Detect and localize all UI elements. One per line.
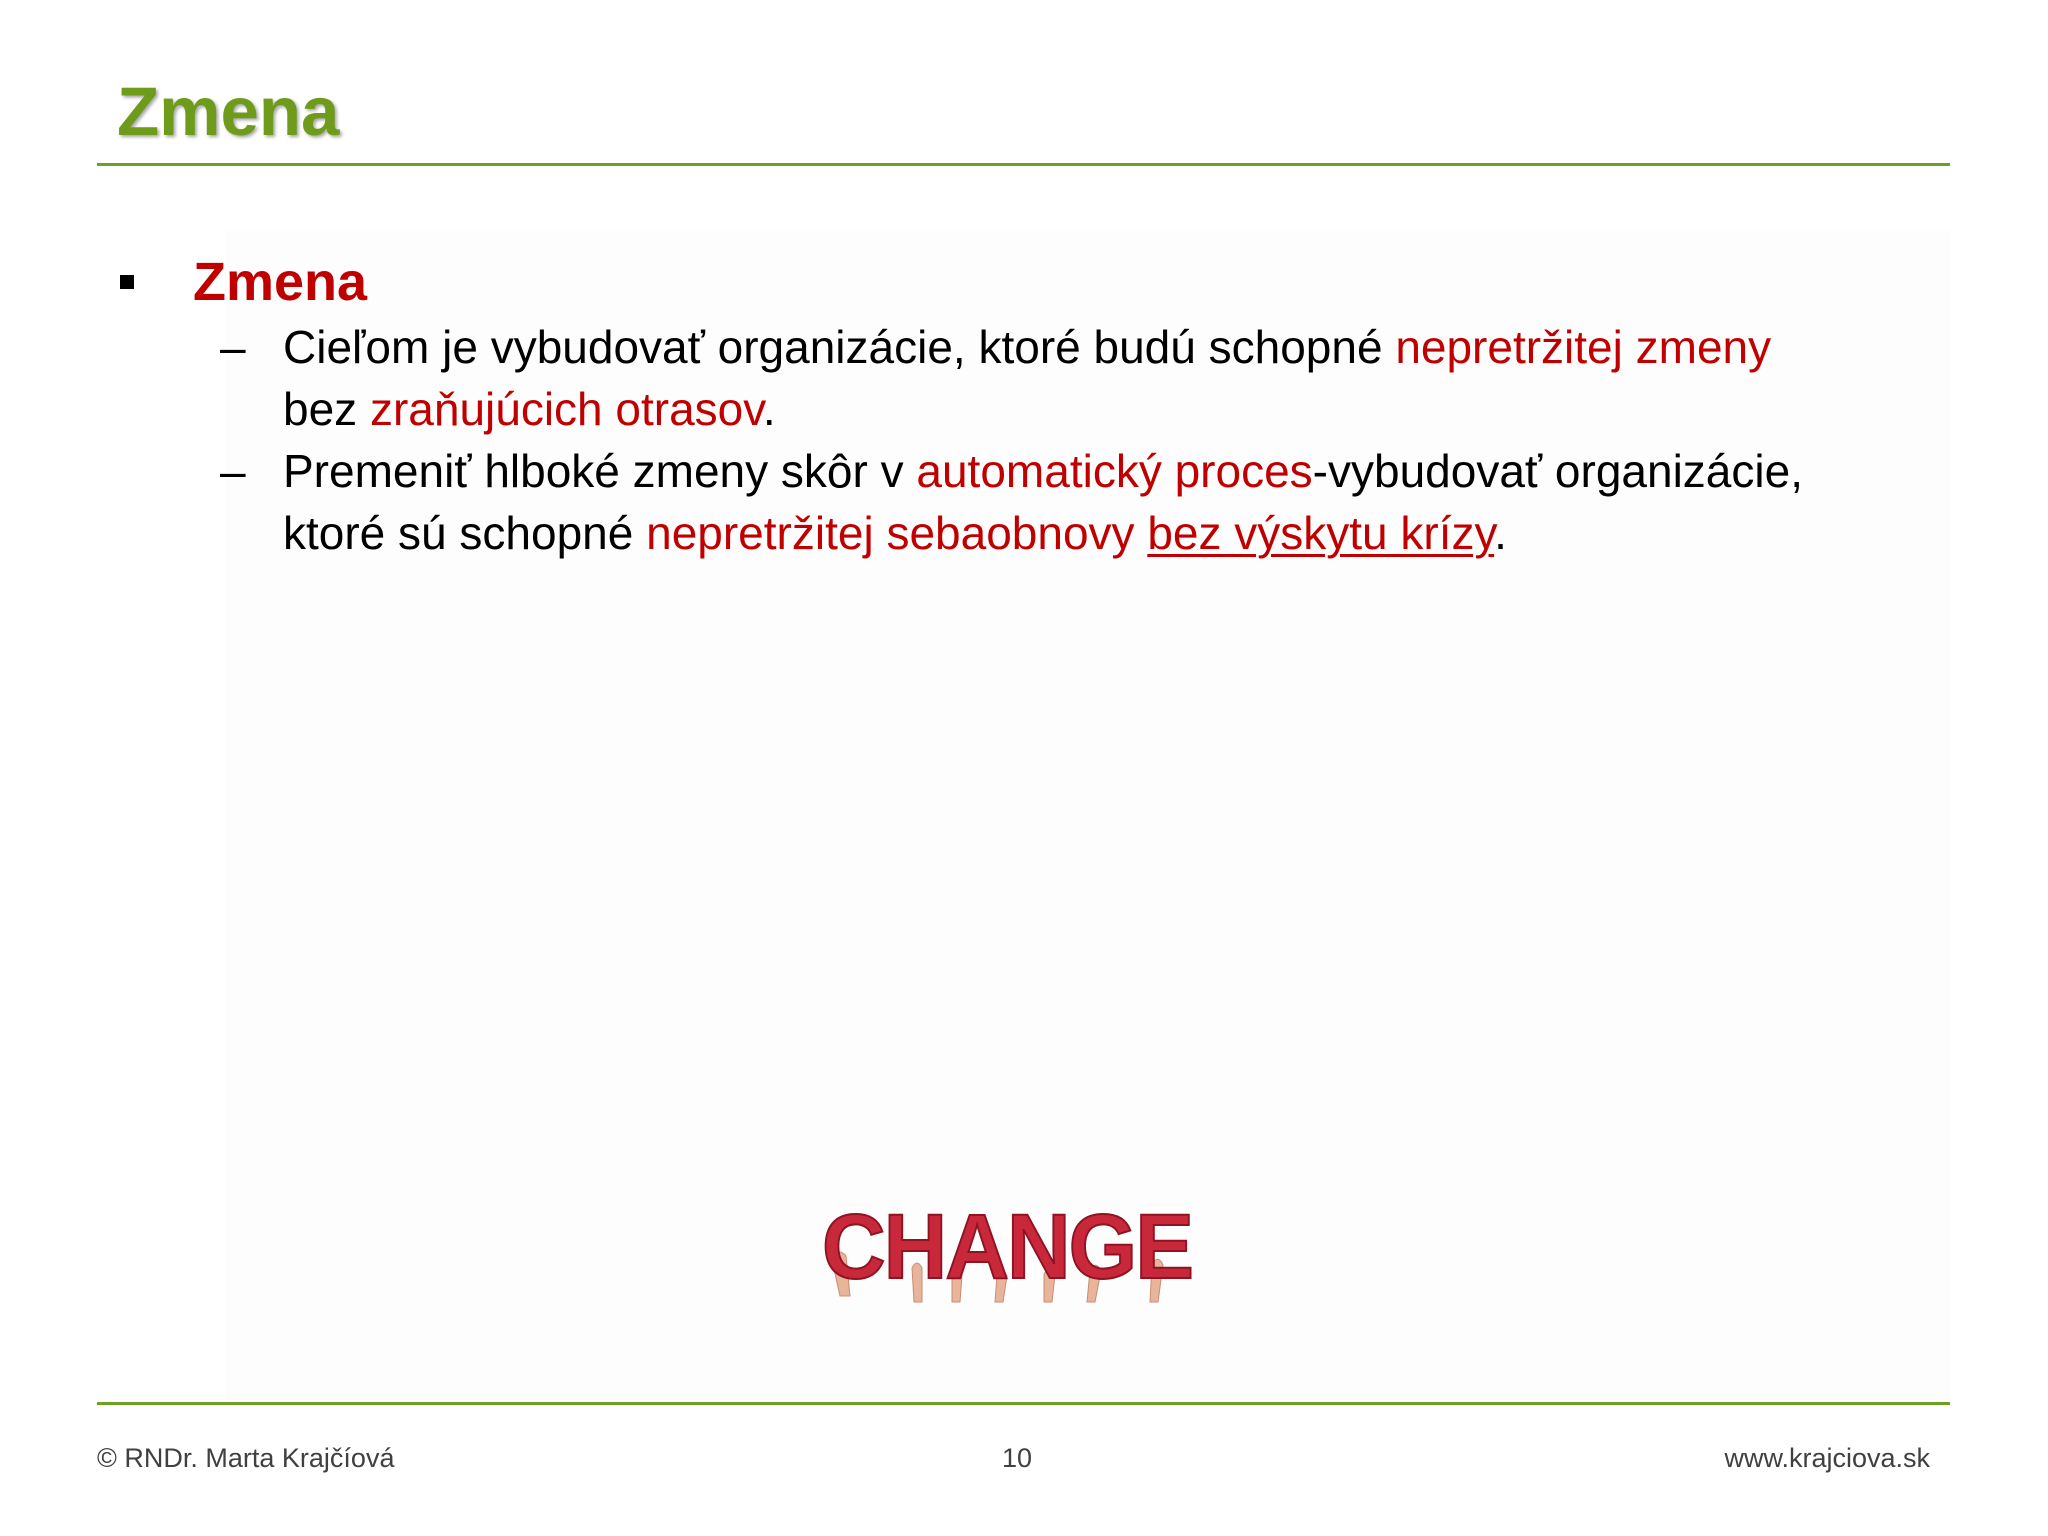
title-divider xyxy=(97,163,1950,166)
change-word: CHANGE xyxy=(822,1196,1192,1298)
sub-bullet-text xyxy=(283,316,1843,440)
bullet-heading: Zmena xyxy=(193,252,368,312)
change-hands-image xyxy=(812,1180,1202,1320)
dash-bullet-icon: – xyxy=(220,445,246,497)
footer-author: © RNDr. Marta Krajčíová xyxy=(97,1443,395,1473)
highlight-text: automatický proces xyxy=(916,445,1313,497)
text-run xyxy=(1135,507,1148,559)
text-run: bez xyxy=(283,383,370,435)
highlight-text: nepretržitej zmeny xyxy=(1395,321,1772,373)
square-bullet-icon xyxy=(120,275,134,289)
footer-divider xyxy=(97,1402,1950,1405)
highlight-text: zraňujúcich otrasov xyxy=(369,383,763,435)
text-run: -vybudovať organizácie, ktoré sú schopné xyxy=(283,445,1803,559)
page-number: 10 xyxy=(1002,1443,1033,1473)
text-run: Cieľom je vybudovať organizácie, ktoré budú schopné xyxy=(283,321,1396,373)
footer-website: www.krajciova.sk xyxy=(1724,1443,1930,1473)
text-run: . xyxy=(762,383,776,435)
dash-bullet-icon: – xyxy=(220,321,246,373)
underlined-highlight-text: bez výskytu krízy xyxy=(1147,507,1495,559)
sub-bullet-text xyxy=(283,440,1843,564)
text-run: . xyxy=(1494,507,1507,559)
highlight-text: nepretržitej sebaobnovy xyxy=(646,507,1135,559)
slide-title: Zmena xyxy=(117,73,340,150)
text-run: Premeniť hlboké zmeny skôr v xyxy=(283,445,917,497)
